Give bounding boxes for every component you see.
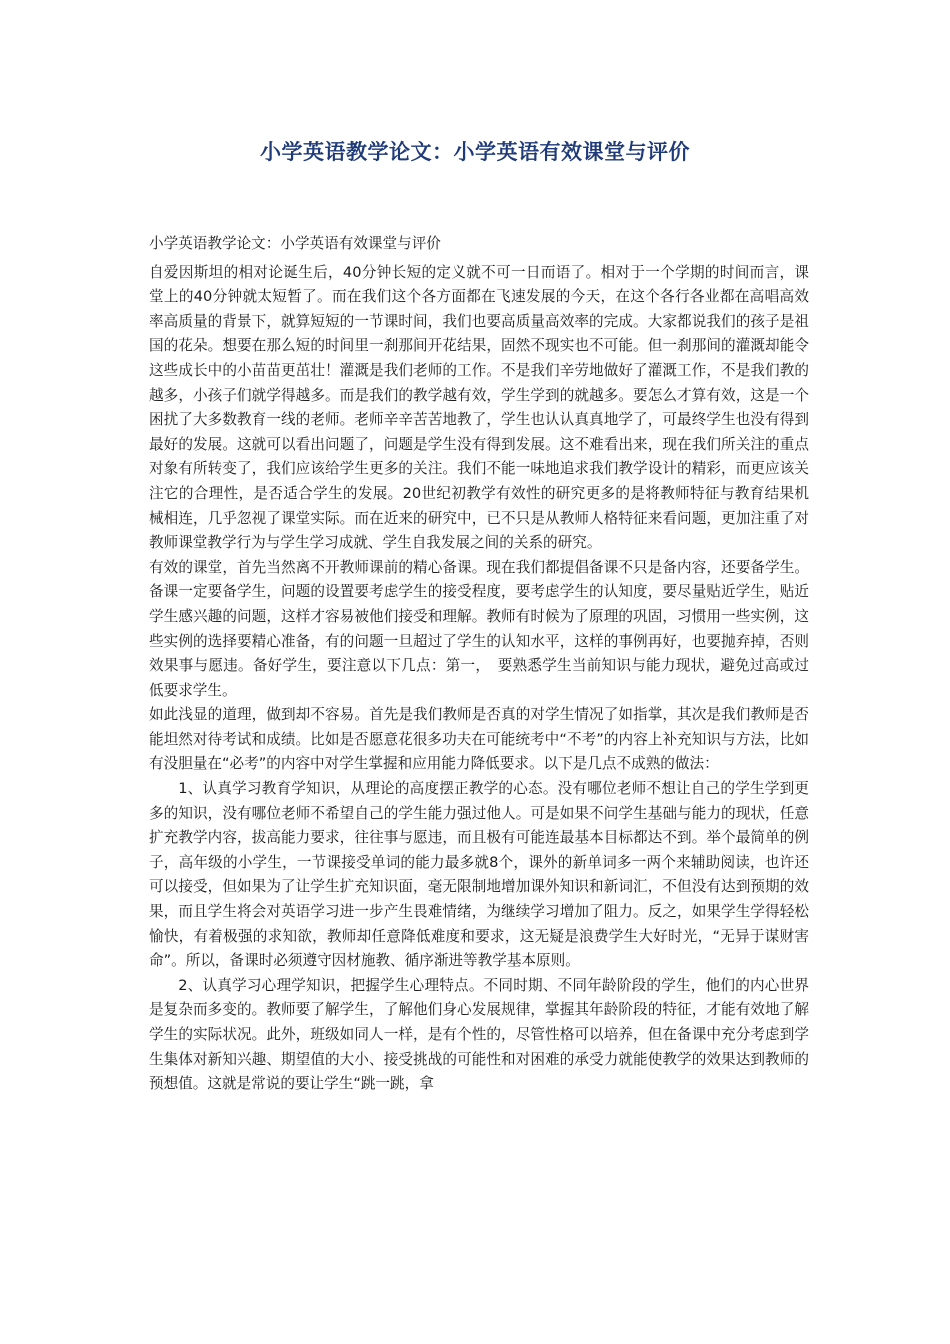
paragraph: 有效的课堂，首先当然离不开教师课前的精心备课。现在我们都提倡备课不只是备内容，还要备学生。备课一定要备学生，问题的设置要考虑学生的接受程度，要考虑学生的认知度，要尽量贴近学生，贴近学生感兴趣的问题，这样才容易被他们接受和理解。教师有时候为了原理的巩固，习惯用一些实例，这些实例的选择要精心准备，有的问题一旦超过了学生的认知水平，这样的事例再好，也要抛弃掉，否则效果事与愿违。备好学生，要注意以下几点：第一， 要熟悉学生当前知识与能力现状，避免过高或过低要求学生。	[149, 558, 809, 699]
document-subtitle: 小学英语教学论文：小学英语有效课堂与评价	[149, 235, 441, 252]
document-title: 小学英语教学论文：小学英语有效课堂与评价	[260, 140, 690, 164]
paragraph: 自爱因斯坦的相对论诞生后，40分钟长短的定义就不可一日而语了。相对于一个学期的时间而言，课堂上的40分钟就太短暂了。而在我们这个各方面都在飞速发展的今天，在这个各行各业都在高唱高效率高质量的背景下，就算短短的一节课时间，我们也要高质量高效率的完成。大家都说我们的孩子是祖国的花朵。想要在那么短的时间里一刹那间开花结果，固然不现实也不可能。但一刹那间的灌溉却能令这些成长中的小苗苗更茁壮！灌溉是我们老师的工作。不是我们辛劳地做好了灌溉工作，不是我们教的越多，小孩子们就学得越多。而是我们的教学越有效，学生学到的就越多。要怎么才算有效，这是一个困扰了大多数教育一线的老师。老师辛辛苦苦地教了，学生也认认真真地学了，可最终学生也没有得到最好的发展。这就可以看出问题了，问题是学生没有得到发展。这不难看出来，现在我们所关注的重点对象有所转变了，我们应该给学生更多的关注。我们不能一味地追求我们教学设计的精彩，而更应该关注它的合理性，是否适合学生的发展。20世纪初教学有效性的研究更多的是将教师特征与教育结果机械相连，几乎忽视了课堂实际。而在近来的研究中，已不只是从教师人格特征来看问题，更加注重了对教师课堂教学行为与学生学习成就、学生自我发展之间的关系的研究。	[149, 263, 809, 552]
paragraph: 1、认真学习教育学知识，从理论的高度摆正教学的心态。没有哪位老师不想让自己的学生学到更多的知识，没有哪位老师不希望自己的学生能力强过他人。可是如果不问学生基础与能力的现状，任意扩充教学内容，拔高能力要求，往往事与愿违，而且极有可能连最基本目标都达不到。举个最简单的例子，高年级的小学生，一节课接受单词的能力最多就8个，课外的新单词多一两个来辅助阅读，也许还可以接受，但如果为了让学生扩充知识面，毫无限制地增加课外知识和新词汇，不但没有达到预期的效果，而且学生将会对英语学习进一步产生畏难情绪，为继续学习增加了阻力。反之，如果学生学得轻松愉快，有着极强的求知欲，教师却任意降低难度和要求，这无疑是浪费学生大好时光，“无异于谋财害命”。所以，备课时必须遵守因材施教、循序渐进等教学基本原则。	[149, 780, 809, 970]
paragraph: 如此浅显的道理，做到却不容易。首先是我们教师是否真的对学生情况了如指掌，其次是我们教师是否能坦然对待考试和成绩。比如是否愿意花很多功夫在可能统考中“不考”的内容上补充知识与方法，比如有没胆量在“必考”的内容中对学生掌握和应用能力降低要求。以下是几点不成熟的做法：	[149, 706, 809, 773]
paragraph: 2、认真学习心理学知识，把握学生心理特点。不同时期、不同年龄阶段的学生，他们的内心世界是复杂而多变的。教师要了解学生，了解他们身心发展规律，掌握其年龄阶段的特征，才能有效地了解学生的实际状况。此外，班级如同人一样，是有个性的，尽管性格可以培养，但在备课中充分考虑到学生集体对新知兴趣、期望值的大小、接受挑战的可能性和对困难的承受力就能使教学的效果达到教师的预想值。这就是常说的要让学生“跳一跳，拿	[149, 976, 809, 1093]
document-body	[149, 232, 809, 1097]
